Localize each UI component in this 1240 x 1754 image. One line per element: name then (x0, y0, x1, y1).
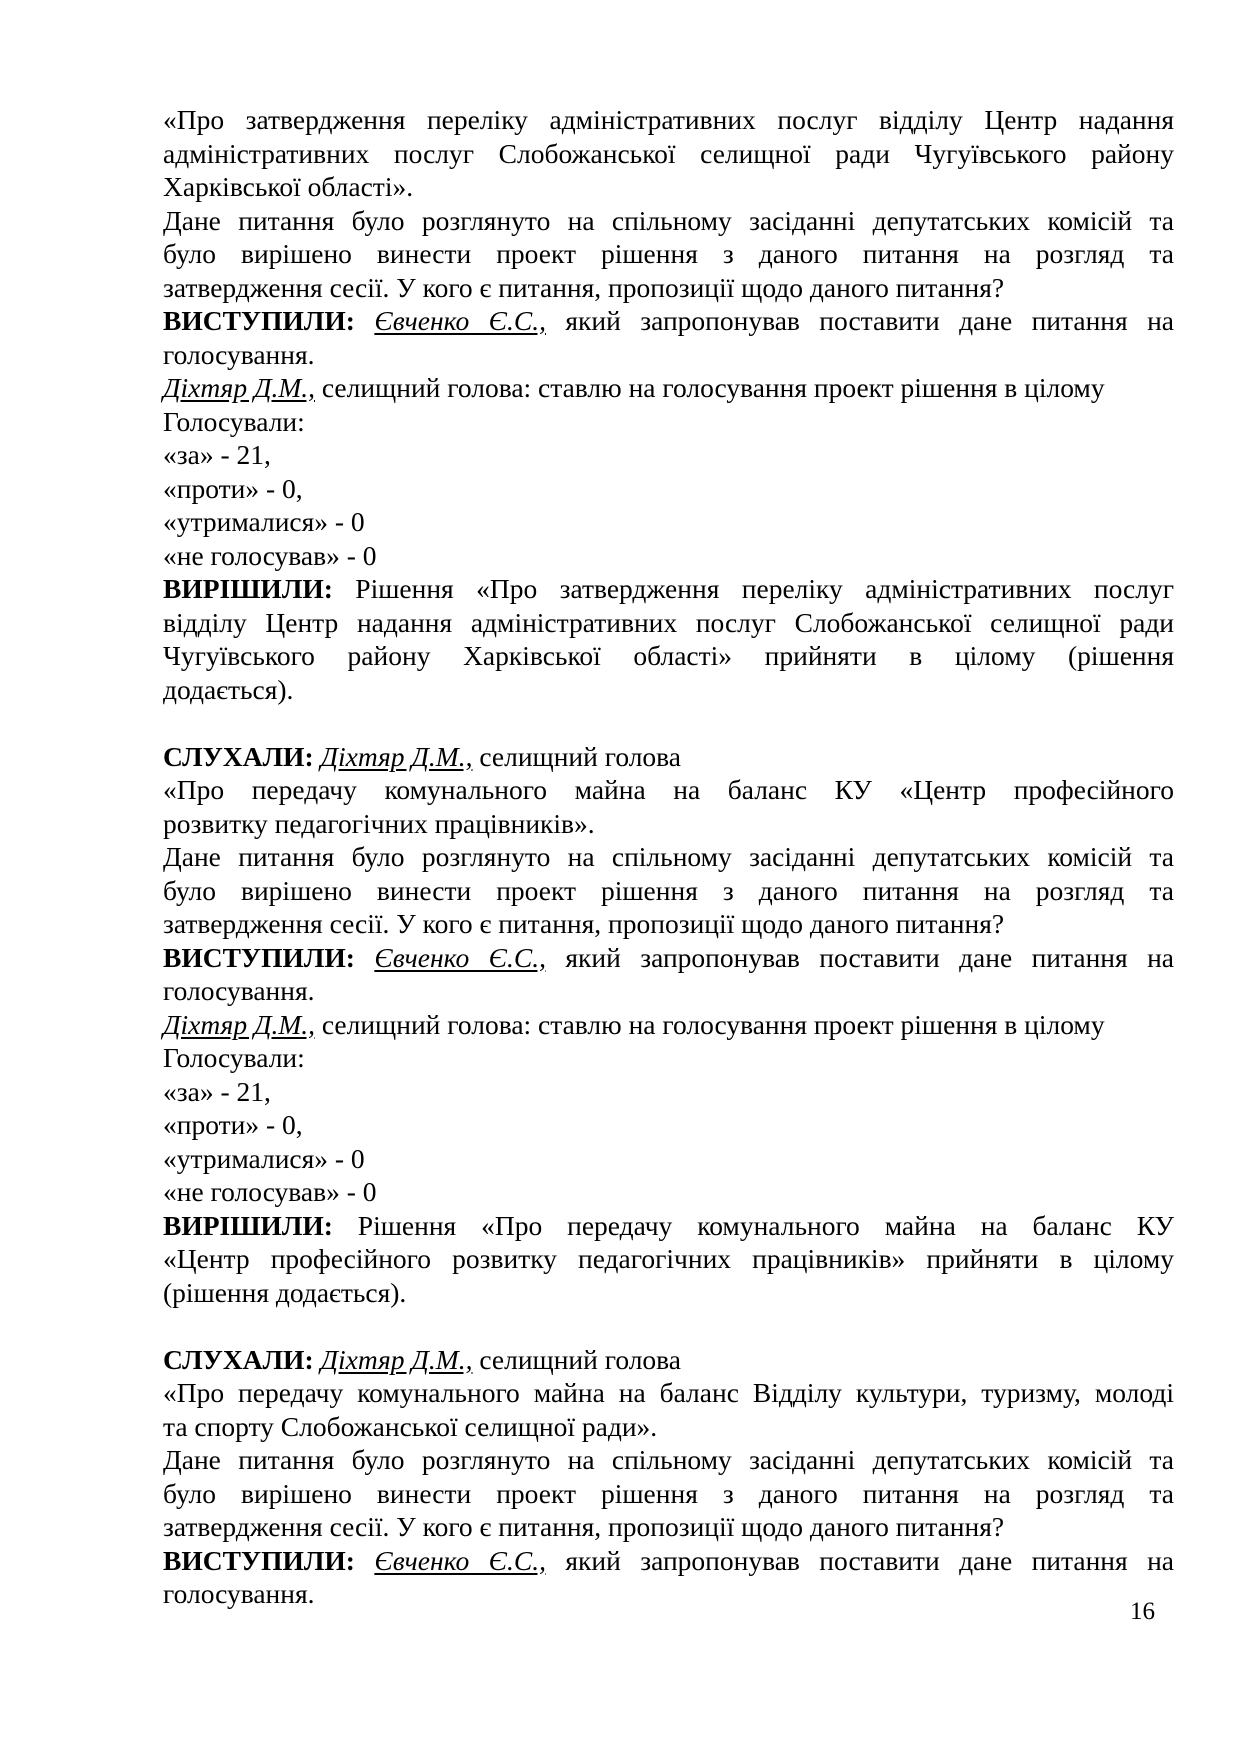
vote-not-voted: «не голосував» - 0 (163, 1176, 377, 1207)
item-title (163, 773, 1174, 840)
spoke-section (163, 1544, 1174, 1611)
decision-text: Рішення «Про затвердження переліку адміністративних послуг (332, 573, 1174, 604)
spoke-section (163, 941, 1174, 1008)
text-line: затвердження сесії. У кого є питання, пропозиції щодо даного питання? (163, 1511, 1005, 1542)
text-line: адміністративних послуг Слобожанської селищної ради Чугуївського району (163, 137, 1174, 169)
heard-section (163, 1343, 1174, 1377)
speaker-name: Євченко Є.С., (374, 941, 546, 973)
spoke-label: ВИСТУПИЛИ: (163, 1544, 355, 1576)
spoke-section (163, 304, 1174, 371)
vote-against: «проти» - 0, (163, 1109, 303, 1140)
chair-text: селищний голова: ставлю на голосування проект рішення в цілому (314, 1008, 1105, 1040)
text-line: «Центр професійного розвитку педагогічних працівників» прийняти в цілому (163, 1243, 1174, 1274)
vote-against: «проти» - 0, (163, 472, 303, 504)
spoke-label: ВИСТУПИЛИ: (163, 305, 355, 336)
vote-for: «за» - 21, (163, 439, 271, 470)
item-title (163, 103, 1174, 204)
vote-not-voted: «не голосував» - 0 (163, 539, 377, 571)
text-line: було вирішено винести проект рішення з даного питання на розгляд та (163, 238, 1174, 269)
text-line: Дане питання було розглянуто на спільному засіданні депутатських комісій та (163, 204, 1174, 236)
text-line: «Про передачу комунального майна на баланс Відділу культури, туризму, молоді (163, 1377, 1174, 1408)
agenda-item-1 (163, 103, 1174, 706)
decided-label: ВИРІШИЛИ: (163, 1209, 333, 1241)
heard-person: Діхтяр Д.М., (320, 1343, 473, 1375)
text-line: було вирішено винести проект рішення з даного питання на розгляд та (163, 874, 1174, 906)
chair-statement (163, 371, 1174, 405)
chair-name: Діхтяр Д.М., (163, 1008, 315, 1040)
spoke-text: який запропонував поставити дане питання на (545, 305, 1174, 336)
text-line: «Про передачу комунального майна на баланс КУ «Центр професійного (163, 774, 1174, 805)
text-line: затвердження сесії. У кого є питання, пропозиції щодо даного питання? (163, 908, 1005, 939)
decision-section (163, 572, 1174, 706)
text-line: голосування. (163, 975, 315, 1006)
heard-text: селищний голова (472, 1343, 682, 1375)
text-line: Чугуївського району Харківської області» прийняти в цілому (рішення (163, 640, 1174, 671)
decision-text: Рішення «Про передачу комунального майна на баланс КУ (332, 1209, 1174, 1241)
chair-name: Діхтяр Д.М., (163, 372, 315, 403)
discussion-text (163, 1443, 1174, 1544)
text-line: відділу Центр надання адміністративних послуг Слобожанської селищної ради (163, 606, 1174, 638)
discussion-text (163, 840, 1174, 941)
paragraph-gap (163, 1309, 1174, 1343)
text-line: додається). (163, 673, 294, 705)
text-line: було вирішено винести проект рішення з даного питання на розгляд та (163, 1477, 1174, 1509)
spoke-text: який запропонував поставити дане питання на (545, 1544, 1174, 1576)
text-line: голосування. (163, 338, 315, 370)
speaker-name: Євченко Є.С., (374, 305, 546, 336)
heard-person: Діхтяр Д.М., (320, 740, 473, 772)
agenda-item-3 (163, 1343, 1174, 1611)
text-line: (рішення додається). (163, 1276, 407, 1308)
vote-abstained: «утрималися» - 0 (163, 506, 365, 537)
chair-statement (163, 1008, 1174, 1042)
text-line: Дане питання було розглянуто на спільному засіданні депутатських комісій та (163, 841, 1174, 872)
vote-for: «за» - 21, (163, 1075, 271, 1107)
heard-section (163, 740, 1174, 774)
text-line: Харківської області». (163, 171, 414, 202)
text-line: розвитку педагогічних працівників». (163, 807, 595, 839)
chair-text: селищний голова: ставлю на голосування проект рішення в цілому (314, 372, 1105, 403)
speaker-name: Євченко Є.С., (374, 1544, 546, 1576)
item-title (163, 1376, 1174, 1443)
text-line: голосування. (163, 1578, 315, 1609)
heard-text: селищний голова (472, 740, 682, 772)
text-line: Дане питання було розглянуто на спільному засіданні депутатських комісій та (163, 1444, 1174, 1475)
text-line: та спорту Слобожанської селищної ради». (163, 1410, 658, 1442)
votes-title: Голосували: (163, 1042, 305, 1073)
decided-label: ВИРІШИЛИ: (163, 573, 333, 604)
vote-results (163, 405, 1174, 573)
votes-title: Голосували: (163, 405, 305, 437)
spoke-text: який запропонував поставити дане питання на (545, 941, 1174, 973)
vote-results (163, 1041, 1174, 1209)
spoke-label: ВИСТУПИЛИ: (163, 941, 355, 973)
decision-section (163, 1209, 1174, 1310)
vote-abstained: «утрималися» - 0 (163, 1142, 365, 1174)
heard-label: СЛУХАЛИ: (163, 1343, 314, 1375)
agenda-item-2 (163, 740, 1174, 1310)
document-body (163, 103, 1174, 1611)
discussion-text (163, 204, 1174, 305)
paragraph-gap (163, 706, 1174, 740)
text-line: «Про затвердження переліку адміністративних послуг відділу Центр надання (163, 104, 1174, 135)
heard-label: СЛУХАЛИ: (163, 740, 314, 772)
page-number: 16 (1130, 1598, 1155, 1625)
text-line: затвердження сесії. У кого є питання, пропозиції щодо даного питання? (163, 271, 1005, 303)
